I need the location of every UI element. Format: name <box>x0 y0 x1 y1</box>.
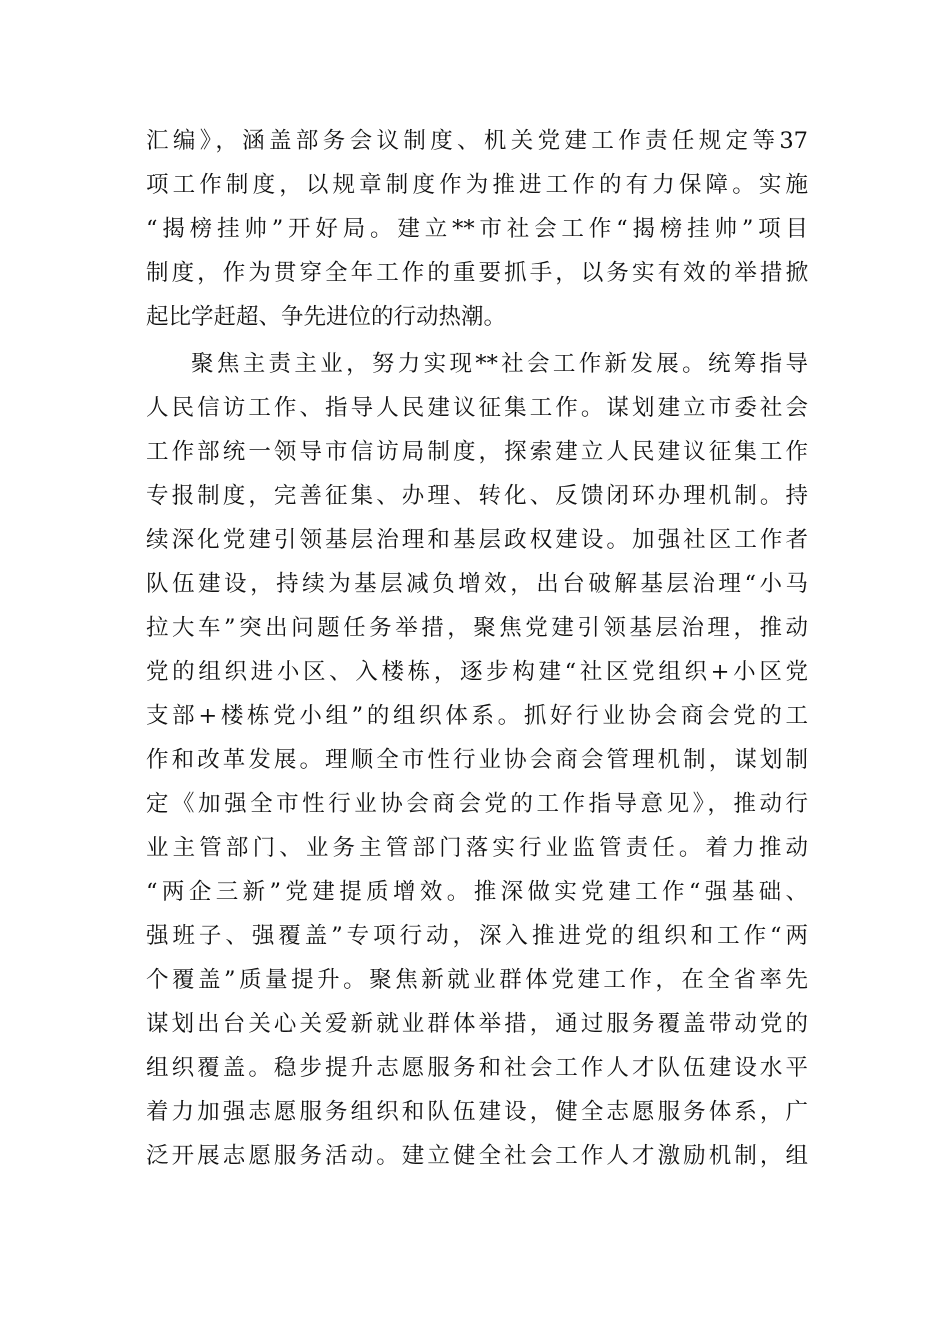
text-line: 工作部统一领导市信访局制度，探索建立人民建议征集工作 <box>146 439 808 465</box>
text-line: 业主管部门、业务主管部门落实行业监管责任。着力推动 <box>146 835 808 861</box>
text-line: 泛开展志愿服务活动。建立健全社会工作人才激励机制，组 <box>146 1143 808 1169</box>
text-line: 个覆盖”质量提升。聚焦新就业群体党建工作，在全省率先 <box>146 967 808 993</box>
paragraph-2 <box>146 342 808 1178</box>
text-line: 制度，作为贯穿全年工作的重要抓手，以务实有效的举措掀 <box>146 260 808 286</box>
document-body <box>146 119 808 1178</box>
text-line: 强班子、强覆盖”专项行动，深入推进党的组织和工作“两 <box>146 923 808 949</box>
text-line: 着力加强志愿服务组织和队伍建设，健全志愿服务体系，广 <box>146 1099 808 1125</box>
text-line: 项工作制度，以规章制度作为推进工作的有力保障。实施 <box>146 172 808 198</box>
text-line: 队伍建设，持续为基层减负增效，出台破解基层治理“小马 <box>146 571 808 597</box>
text-line: 作和改革发展。理顺全市性行业协会商会管理机制，谋划制 <box>146 747 808 773</box>
text-line: 专报制度，完善征集、办理、转化、反馈闭环办理机制。持 <box>146 483 808 509</box>
text-line: “两企三新”党建提质增效。推深做实党建工作“强基础、 <box>146 879 808 905</box>
text-line: 谋划出台关心关爱新就业群体举措，通过服务覆盖带动党的 <box>146 1011 808 1037</box>
text-line: 组织覆盖。稳步提升志愿服务和社会工作人才队伍建设水平 <box>146 1055 808 1081</box>
paragraph-1 <box>146 119 808 339</box>
text-line: 拉大车”突出问题任务举措，聚焦党建引领基层治理，推动 <box>146 615 808 641</box>
text-line: 党的组织进小区、入楼栋，逐步构建“社区党组织+小区党 <box>146 659 808 685</box>
text-line: 续深化党建引领基层治理和基层政权建设。加强社区工作者 <box>146 527 808 553</box>
text-line: 人民信访工作、指导人民建议征集工作。谋划建立市委社会 <box>146 395 808 421</box>
text-line: 支部+楼栋党小组”的组织体系。抓好行业协会商会党的工 <box>146 703 808 729</box>
text-line: “揭榜挂帅”开好局。建立**市社会工作“揭榜挂帅”项目 <box>146 216 808 242</box>
text-line: 聚焦主责主业，努力实现**社会工作新发展。统筹指导 <box>191 351 808 377</box>
text-line: 汇编》，涵盖部务会议制度、机关党建工作责任规定等37 <box>146 128 808 154</box>
text-line: 定《加强全市性行业协会商会党的工作指导意见》，推动行 <box>146 791 808 817</box>
text-line: 起比学赶超、争先进位的行动热潮。 <box>146 304 507 330</box>
